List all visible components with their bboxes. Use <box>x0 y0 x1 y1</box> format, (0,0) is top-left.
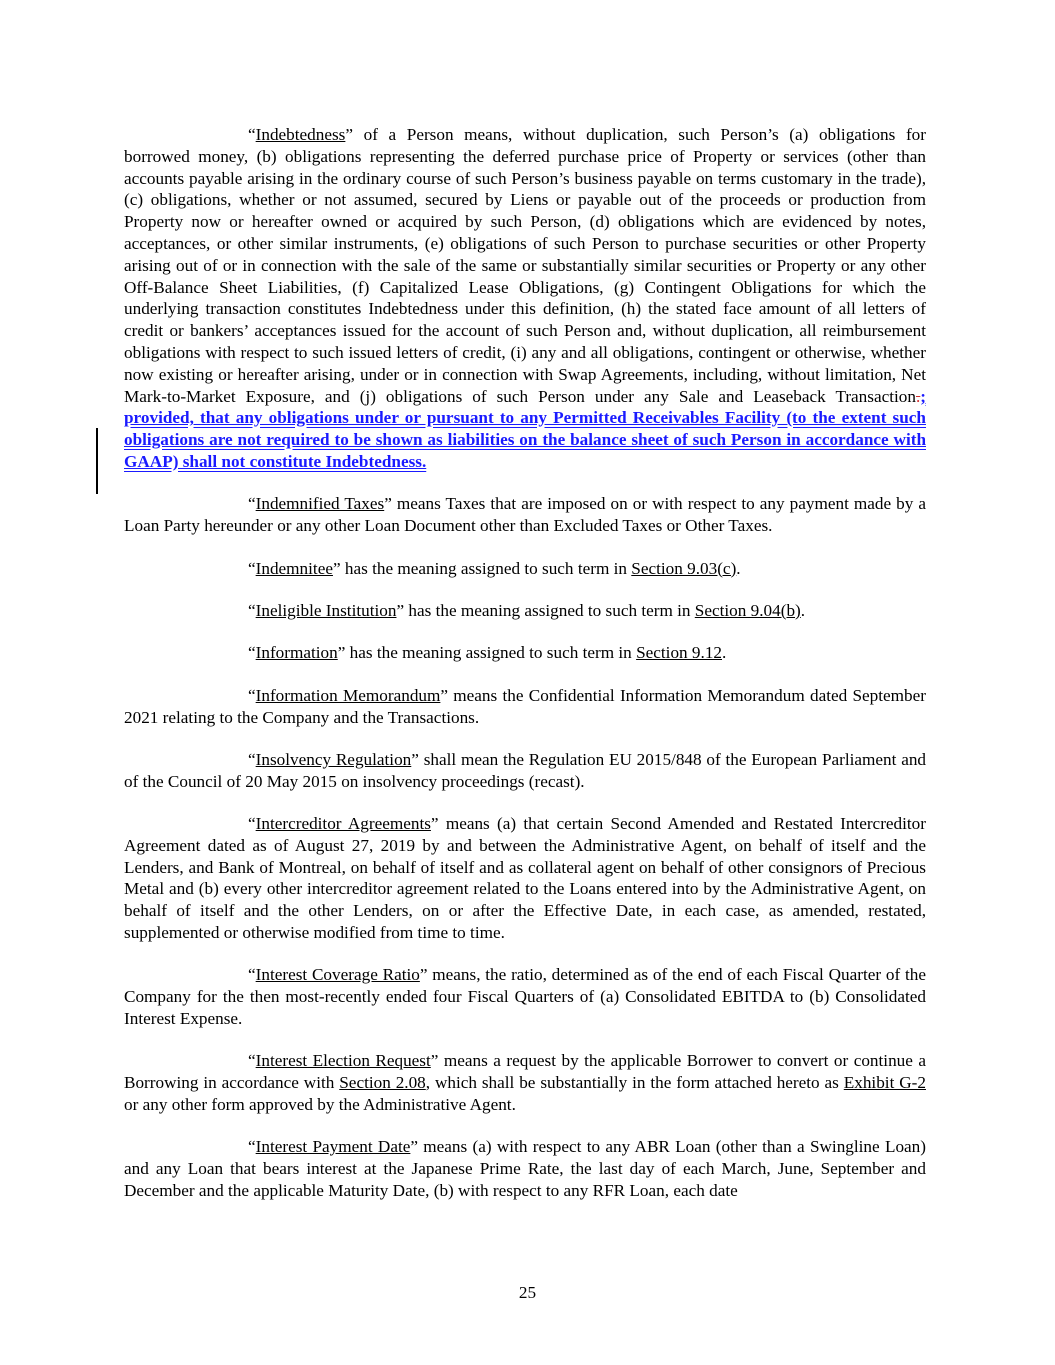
section-reference: Section 9.04(b) <box>694 600 801 620</box>
open-quote: “ <box>248 494 256 514</box>
section-reference: Section 2.08 <box>339 1073 426 1093</box>
definition-text-continued: , which shall be substantially in the form attached hereto as <box>425 1073 844 1093</box>
section-reference: Section 9.12 <box>636 643 723 663</box>
definition-text: ” means, the ratio, determined as of the end of each Fiscal Quarter of the Company for the then most-recently ended four Fiscal Quarters of (a) Consolidated EBITDA to (b) Consolidated Interest Expense. <box>124 965 926 1029</box>
open-quote: “ <box>248 600 256 620</box>
definition-text: ” of a Person means, without duplication, such Person’s (a) obligations for borrowed money, (b) obligations representing the deferred purchase price of Property or services (other than accounts payable arising in the ordinary course of such Person’s business payable on terms customary in the trade), (c) obligations, whether or not assumed, secured by Liens or payable out of the proceeds or production from Property now or hereafter owned or acquired by such Person, (d) obligations which are evidenced by notes, acceptances, or other similar instruments, (e) obligations of such Person to purchase securities or other Property arising out of or in connection with the sale of the same or substantially similar securities or Property or any other Off-Balance Sheet Liabilities, (f) Capitalized Lease Obligations, (g) Contingent Obligations for which the underlying transaction constitutes Indebtedness under this definition, (h) the stated face amount of all letters of credit or bankers’ acceptances issued for the account of such Person and, without duplication, all reimbursement obligations with respect to such issued letters of credit, (i) any and all obligations, contingent or otherwise, whether now existing or hereafter arising, under or in connection with Swap Agreements, including, without limitation, Net Mark-to-Market Exposure, and (j) obligations of such Person under any Sale and Leaseback Transaction <box>124 125 926 406</box>
exhibit-reference: Exhibit G-2 <box>843 1073 926 1093</box>
open-quote: “ <box>248 125 256 144</box>
section-reference: Section 9.03(c) <box>631 558 737 578</box>
definition-insolvency-regulation <box>124 749 926 793</box>
definition-text: ” shall mean the Regulation EU 2015/848 of the European Parliament and of the Council of 20 May 2015 on insolvency proceedings (recast). <box>124 749 927 791</box>
inserted-text: ; provided, that any obligations under or pursuant to any Permitted Receivables Facility (to the extent such obligations are not required to be shown as liabilities on the balance sheet of such Person in accordance with GAAP) shall not constitute Indebtedness. <box>124 386 926 471</box>
definition-indebtedness <box>124 124 926 473</box>
definition-text: ” means Taxes that are imposed on or with respect to any payment made by a Loan Party hereunder or any other Loan Document other than Excluded Taxes or Other Taxes. <box>124 494 926 536</box>
definition-interest-coverage-ratio <box>124 964 926 1029</box>
defined-term: Interest Coverage Ratio <box>255 965 420 985</box>
definition-end: . <box>722 643 727 663</box>
definition-information <box>124 642 926 664</box>
defined-term: Interest Payment Date <box>255 1137 411 1157</box>
open-quote: “ <box>248 749 256 769</box>
definition-text: ” means (a) that certain Second Amended and Restated Intercreditor Agreement dated as of August 27, 2019 by and between the Administrative Agent, on behalf of itself and the Lenders, and Bank of Montreal, on behalf of itself and as collateral agent on behalf of other consignors of Precious Metal and (b) every other intercreditor agreement related to the Loans entered into by the Administrative Agent, on behalf of itself and the other Lenders, on or after the Effective Date, in each case, as amended, restated, supplemented or otherwise modified from time to time. <box>124 814 927 943</box>
change-bar <box>96 428 98 494</box>
defined-term: Indebtedness <box>255 125 346 144</box>
definition-indemnitee <box>124 558 926 580</box>
open-quote: “ <box>248 558 256 578</box>
defined-term: Intercreditor Agreements <box>255 814 431 834</box>
open-quote: “ <box>248 1051 256 1071</box>
defined-term: Interest Election Request <box>255 1051 431 1071</box>
definition-text: ” means the Confidential Information Memorandum dated September 2021 relating to the Company and the Transactions. <box>124 685 926 727</box>
defined-term: Indemnified Taxes <box>255 494 385 514</box>
open-quote: “ <box>248 814 256 834</box>
definition-ineligible-institution <box>124 600 926 622</box>
deleted-text: . <box>915 386 921 406</box>
open-quote: “ <box>248 1137 256 1157</box>
definition-end: . <box>800 600 806 620</box>
open-quote: “ <box>248 643 256 663</box>
definition-end: or any other form approved by the Administrative Agent. <box>124 1095 516 1115</box>
definition-text: ” means a request by the applicable Borrower to convert or continue a Borrowing in accordance with <box>124 1051 926 1093</box>
definition-interest-payment-date <box>124 1136 926 1201</box>
open-quote: “ <box>248 685 256 705</box>
definition-text: ” means (a) with respect to any ABR Loan (other than a Swingline Loan) and any Loan that bears interest at the Japanese Prime Rate, the last day of each March, June, September and December and the applicable Maturity Date, (b) with respect to any RFR Loan, each date <box>124 1137 926 1201</box>
defined-term: Information <box>255 643 338 663</box>
document-page <box>124 124 926 1222</box>
definition-text: ” has the meaning assigned to such term in <box>396 600 695 620</box>
open-quote: “ <box>248 965 256 985</box>
definition-intercreditor-agreements <box>124 813 926 944</box>
defined-term: Indemnitee <box>255 558 333 578</box>
definition-information-memorandum <box>124 685 926 729</box>
defined-term: Insolvency Regulation <box>255 749 412 769</box>
definition-text: ” has the meaning assigned to such term in <box>332 558 632 578</box>
defined-term: Ineligible Institution <box>255 600 397 620</box>
defined-term: Information Memorandum <box>255 685 441 705</box>
definition-text: ” has the meaning assigned to such term in <box>337 643 637 663</box>
definition-indemnified-taxes <box>124 493 926 537</box>
page-number: 25 <box>518 1283 537 1302</box>
definition-interest-election-request <box>124 1050 926 1115</box>
definition-end: . <box>736 558 741 578</box>
